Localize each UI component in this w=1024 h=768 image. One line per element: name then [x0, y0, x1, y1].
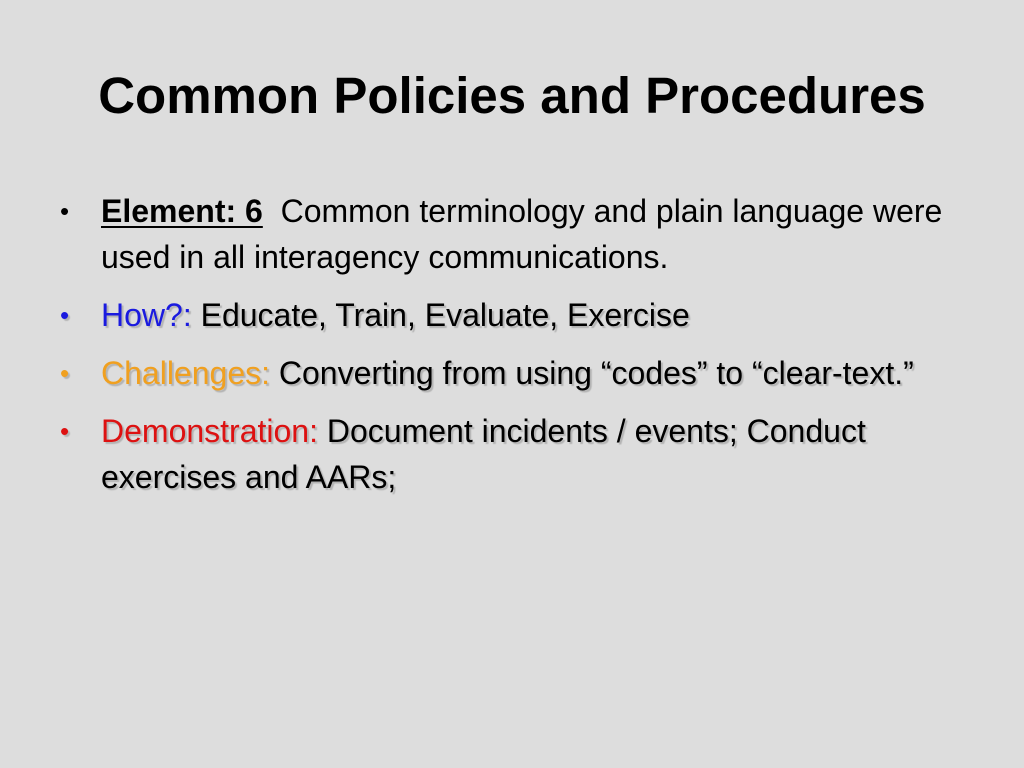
bullet-text: Common terminology and plain language were used in all interagency communications.: [101, 193, 943, 275]
bullet-marker: •: [60, 416, 70, 446]
bullet-marker: •: [60, 196, 70, 226]
bullet-challenges: [60, 350, 960, 396]
bullet-text: Educate, Train, Evaluate, Exercise: [200, 297, 690, 333]
bullet-how: [60, 292, 960, 338]
bullet-label: Challenges:: [101, 355, 270, 391]
bullet-list: [60, 188, 960, 512]
bullet-marker: •: [60, 358, 70, 388]
bullet-label: Demonstration:: [101, 413, 318, 449]
bullet-text: Converting from using “codes” to “clear-text.”: [278, 355, 914, 391]
slide-title: Common Policies and Procedures: [98, 67, 926, 124]
bullet-text: Document incidents / events; Conduct exercises and AARs;: [101, 413, 866, 495]
bullet-element-6: [60, 188, 960, 280]
bullet-label: Element: 6: [101, 193, 263, 229]
bullet-marker: •: [60, 300, 70, 330]
bullet-demonstration: [60, 408, 960, 500]
bullet-label: How?:: [101, 297, 192, 333]
